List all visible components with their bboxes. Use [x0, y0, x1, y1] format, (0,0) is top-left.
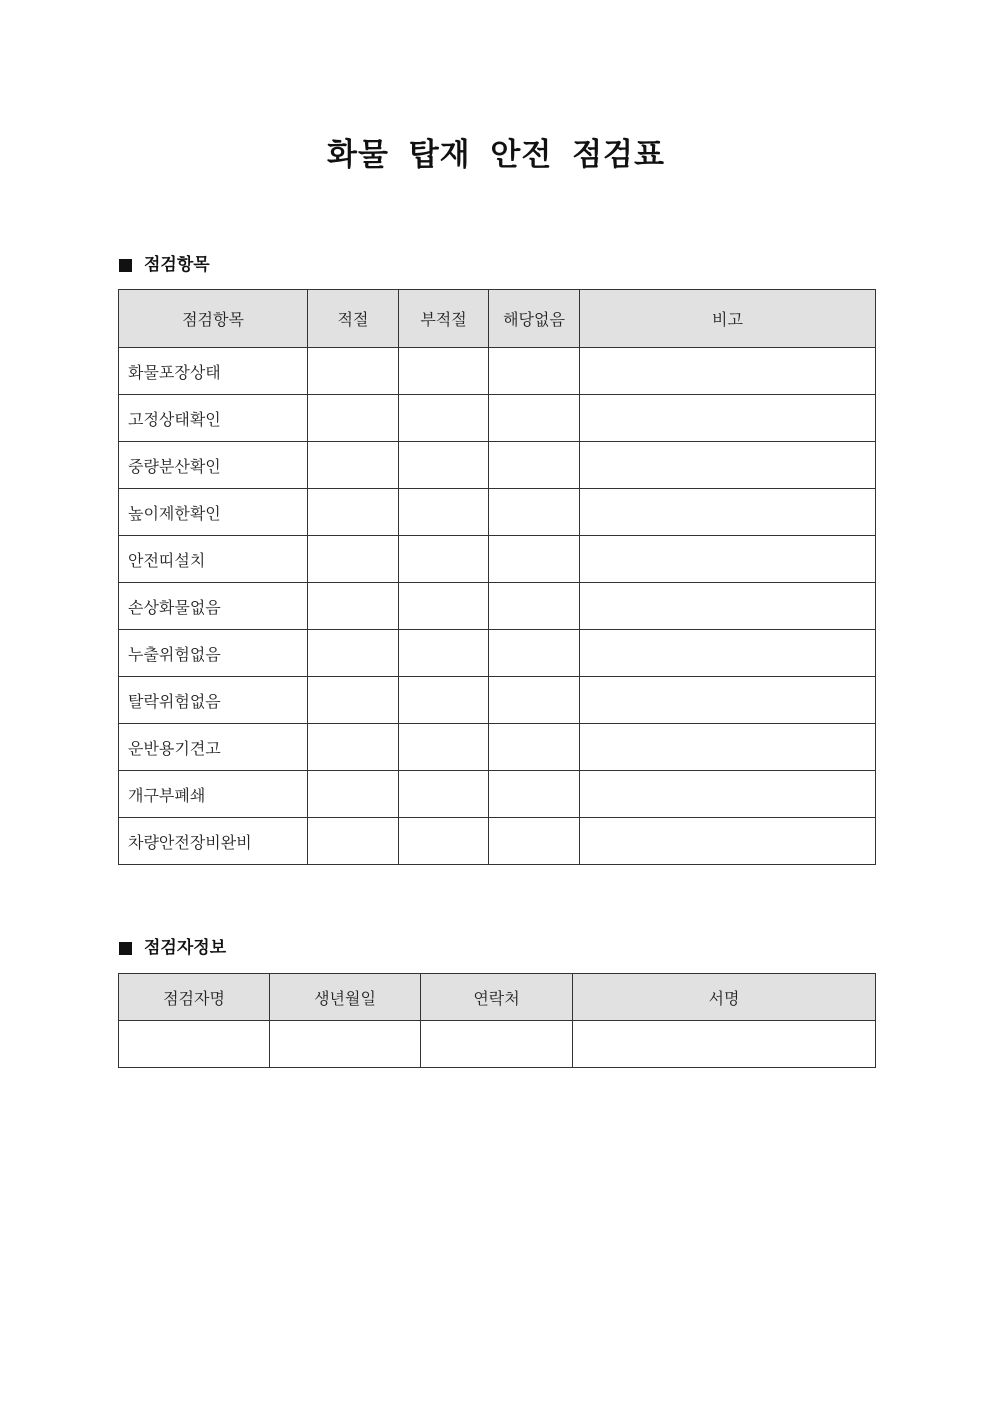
table-row: [119, 489, 876, 536]
column-header-appropriate: 적절: [308, 290, 399, 348]
appropriate-cell[interactable]: [308, 348, 399, 395]
column-header-not-applicable: 해당없음: [489, 290, 580, 348]
inappropriate-cell[interactable]: [399, 677, 489, 724]
table-row: [119, 536, 876, 583]
remarks-cell[interactable]: [580, 395, 876, 442]
birth-date-cell[interactable]: [270, 1021, 421, 1068]
table-row: [119, 630, 876, 677]
appropriate-cell[interactable]: [308, 677, 399, 724]
remarks-cell[interactable]: [580, 583, 876, 630]
inspector-name-cell[interactable]: [119, 1021, 270, 1068]
table-row: [119, 771, 876, 818]
check-items-table: [118, 289, 876, 865]
check-item-label: 손상화물없음: [119, 583, 308, 630]
not-applicable-cell[interactable]: [489, 395, 580, 442]
appropriate-cell[interactable]: [308, 442, 399, 489]
check-item-label: 안전띠설치: [119, 536, 308, 583]
check-item-label: 고정상태확인: [119, 395, 308, 442]
contact-cell[interactable]: [421, 1021, 573, 1068]
check-item-label: 화물포장상태: [119, 348, 308, 395]
not-applicable-cell[interactable]: [489, 489, 580, 536]
table-header-row: [119, 974, 876, 1021]
check-item-label: 탈락위험없음: [119, 677, 308, 724]
inappropriate-cell[interactable]: [399, 395, 489, 442]
appropriate-cell[interactable]: [308, 536, 399, 583]
column-header-birth-date: 생년월일: [270, 974, 421, 1021]
signature-cell[interactable]: [573, 1021, 876, 1068]
inappropriate-cell[interactable]: [399, 442, 489, 489]
remarks-cell[interactable]: [580, 442, 876, 489]
remarks-cell[interactable]: [580, 771, 876, 818]
table-row: [119, 395, 876, 442]
not-applicable-cell[interactable]: [489, 677, 580, 724]
not-applicable-cell[interactable]: [489, 724, 580, 771]
square-bullet-icon: [119, 259, 132, 272]
column-header-remarks: 비고: [580, 290, 876, 348]
not-applicable-cell[interactable]: [489, 442, 580, 489]
remarks-cell[interactable]: [580, 489, 876, 536]
inspector-info-table: [118, 973, 876, 1068]
column-header-signature: 서명: [573, 974, 876, 1021]
inappropriate-cell[interactable]: [399, 536, 489, 583]
inappropriate-cell[interactable]: [399, 583, 489, 630]
table-row: [119, 724, 876, 771]
check-item-label: 차량안전장비완비: [119, 818, 308, 865]
inappropriate-cell[interactable]: [399, 818, 489, 865]
table-row: [119, 677, 876, 724]
remarks-cell[interactable]: [580, 677, 876, 724]
appropriate-cell[interactable]: [308, 583, 399, 630]
section-heading-label: 점검자정보: [144, 938, 227, 958]
column-header-item: 점검항목: [119, 290, 308, 348]
inappropriate-cell[interactable]: [399, 489, 489, 536]
not-applicable-cell[interactable]: [489, 630, 580, 677]
section-heading-inspector-info: [119, 936, 226, 960]
table-header-row: [119, 290, 876, 348]
inappropriate-cell[interactable]: [399, 348, 489, 395]
column-header-contact: 연락처: [421, 974, 573, 1021]
document-title: 화물 탑재 안전 점검표: [327, 137, 665, 173]
not-applicable-cell[interactable]: [489, 818, 580, 865]
not-applicable-cell[interactable]: [489, 536, 580, 583]
table-row: [119, 818, 876, 865]
remarks-cell[interactable]: [580, 348, 876, 395]
appropriate-cell[interactable]: [308, 724, 399, 771]
column-header-inappropriate: 부적절: [399, 290, 489, 348]
column-header-inspector-name: 점검자명: [119, 974, 270, 1021]
not-applicable-cell[interactable]: [489, 771, 580, 818]
inappropriate-cell[interactable]: [399, 724, 489, 771]
check-item-label: 개구부폐쇄: [119, 771, 308, 818]
section-heading-check-items: [119, 253, 210, 277]
remarks-cell[interactable]: [580, 630, 876, 677]
check-item-label: 중량분산확인: [119, 442, 308, 489]
appropriate-cell[interactable]: [308, 630, 399, 677]
table-row: [119, 442, 876, 489]
appropriate-cell[interactable]: [308, 489, 399, 536]
check-item-label: 운반용기견고: [119, 724, 308, 771]
table-row: [119, 1021, 876, 1068]
check-item-label: 누출위험없음: [119, 630, 308, 677]
table-row: [119, 348, 876, 395]
table-row: [119, 583, 876, 630]
not-applicable-cell[interactable]: [489, 583, 580, 630]
appropriate-cell[interactable]: [308, 395, 399, 442]
inappropriate-cell[interactable]: [399, 630, 489, 677]
appropriate-cell[interactable]: [308, 818, 399, 865]
remarks-cell[interactable]: [580, 724, 876, 771]
remarks-cell[interactable]: [580, 536, 876, 583]
inappropriate-cell[interactable]: [399, 771, 489, 818]
appropriate-cell[interactable]: [308, 771, 399, 818]
section-heading-label: 점검항목: [144, 255, 210, 275]
check-item-label: 높이제한확인: [119, 489, 308, 536]
not-applicable-cell[interactable]: [489, 348, 580, 395]
square-bullet-icon: [119, 942, 132, 955]
remarks-cell[interactable]: [580, 818, 876, 865]
